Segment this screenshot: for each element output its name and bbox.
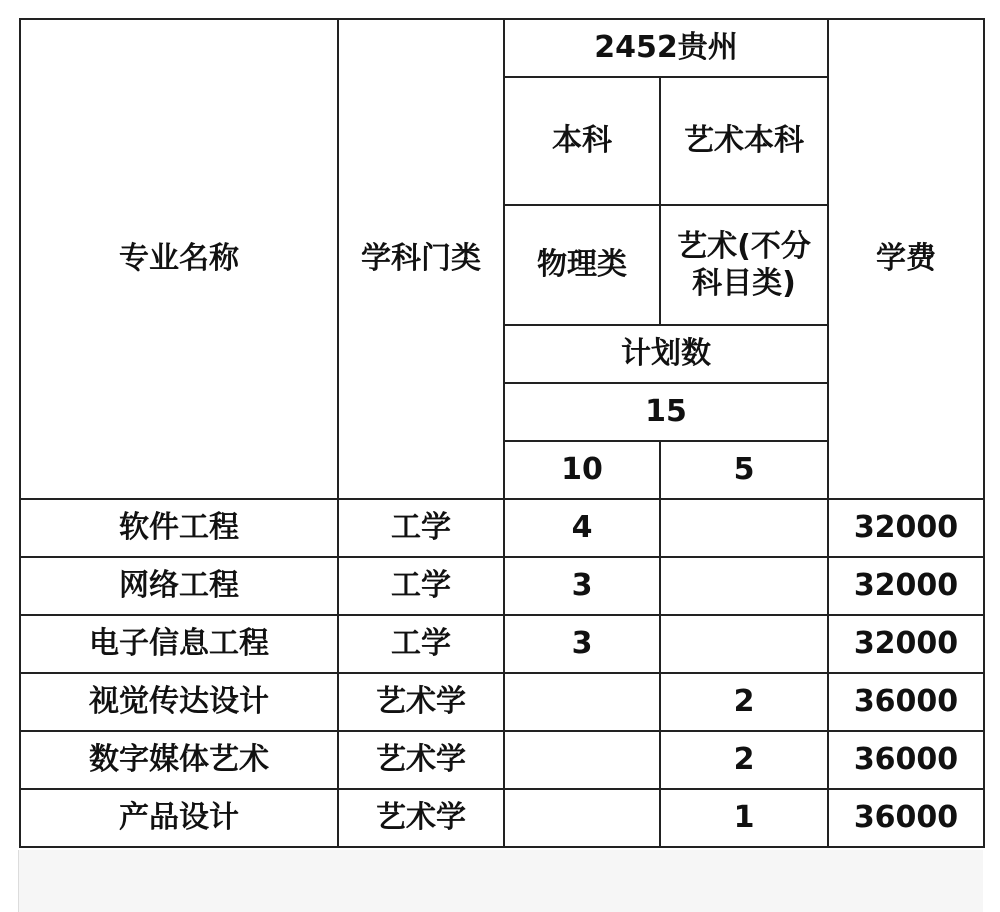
major-category: 工学 — [338, 557, 504, 615]
major-category: 工学 — [338, 499, 504, 557]
art-plan: 1 — [660, 789, 828, 847]
undergrad-plan — [504, 731, 660, 789]
major-name: 软件工程 — [20, 499, 338, 557]
major-name: 网络工程 — [20, 557, 338, 615]
major-name: 视觉传达设计 — [20, 673, 338, 731]
major-name: 产品设计 — [20, 789, 338, 847]
header-art-general-line1: 艺术(不分 — [677, 228, 811, 264]
tuition-value: 32000 — [828, 557, 984, 615]
header-plan-count: 计划数 — [504, 325, 828, 383]
undergrad-plan — [504, 673, 660, 731]
tuition-value: 32000 — [828, 615, 984, 673]
undergrad-plan: 4 — [504, 499, 660, 557]
table-row — [20, 673, 984, 731]
major-category: 艺术学 — [338, 789, 504, 847]
undergrad-plan: 3 — [504, 615, 660, 673]
table-row — [20, 789, 984, 847]
art-plan: 2 — [660, 731, 828, 789]
tuition-value: 36000 — [828, 789, 984, 847]
table-row — [20, 557, 984, 615]
art-plan: 2 — [660, 673, 828, 731]
art-plan — [660, 557, 828, 615]
header-tuition: 学费 — [828, 19, 984, 499]
tuition-value: 36000 — [828, 673, 984, 731]
header-art-general-line2: 科目类) — [692, 266, 796, 301]
plan-total: 15 — [504, 383, 828, 441]
header-undergrad: 本科 — [504, 77, 660, 205]
major-category: 艺术学 — [338, 731, 504, 789]
header-category: 学科门类 — [338, 19, 504, 499]
art-plan — [660, 615, 828, 673]
header-art-undergrad: 艺术本科 — [660, 77, 828, 205]
table-row — [20, 615, 984, 673]
undergrad-plan — [504, 789, 660, 847]
table-row — [20, 731, 984, 789]
major-category: 工学 — [338, 615, 504, 673]
major-category: 艺术学 — [338, 673, 504, 731]
major-name: 电子信息工程 — [20, 615, 338, 673]
page-bottom-margin — [18, 850, 983, 912]
header-major-name: 专业名称 — [20, 19, 338, 499]
undergrad-total: 10 — [504, 441, 660, 499]
tuition-value: 36000 — [828, 731, 984, 789]
header-art-general — [660, 205, 828, 325]
header-physics: 物理类 — [504, 205, 660, 325]
art-total: 5 — [660, 441, 828, 499]
undergrad-plan: 3 — [504, 557, 660, 615]
tuition-value: 32000 — [828, 499, 984, 557]
table-row — [20, 499, 984, 557]
major-name: 数字媒体艺术 — [20, 731, 338, 789]
art-plan — [660, 499, 828, 557]
header-province: 2452贵州 — [504, 19, 828, 77]
enrollment-plan-table — [19, 18, 985, 848]
